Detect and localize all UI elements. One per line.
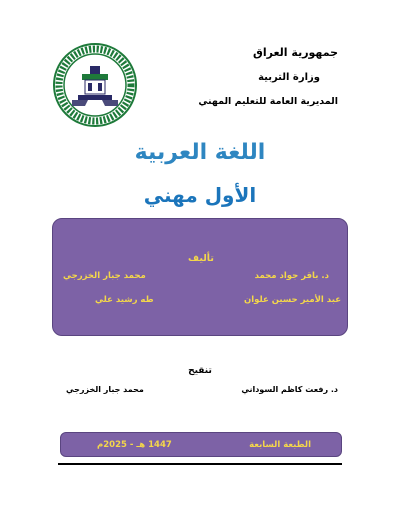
grade-title: الأول مهني	[143, 183, 257, 207]
author-name: د. باقر جواد محمد	[254, 271, 329, 281]
country-name: جمهورية العراق	[253, 46, 338, 59]
subject-title: اللغة العربية	[134, 140, 266, 165]
ministry-name: وزارة التربية	[258, 72, 320, 83]
edition-year: 1447 هـ - 2025م	[97, 440, 172, 450]
directorate-name: المديرية العامة للتعليم المهني	[198, 96, 338, 107]
author-name: طه رشيد علي	[95, 295, 154, 305]
reviewer-name: محمد جبار الخزرجي	[66, 385, 144, 394]
authors-panel	[52, 218, 348, 336]
edition-bar	[60, 432, 342, 457]
author-name: محمد جبار الخزرجي	[63, 271, 146, 281]
bottom-divider	[58, 463, 342, 465]
ministry-seal-icon	[52, 42, 138, 128]
revision-heading: تنقيح	[188, 366, 212, 376]
ministry-logo	[52, 42, 138, 128]
author-name: عبد الأمير حسين علوان	[244, 295, 341, 305]
reviewer-name: د. رفعت كاظم السوداني	[241, 385, 338, 394]
edition-label: الطبعة السابعة	[249, 440, 311, 450]
authors-heading: تأليف	[188, 253, 214, 264]
